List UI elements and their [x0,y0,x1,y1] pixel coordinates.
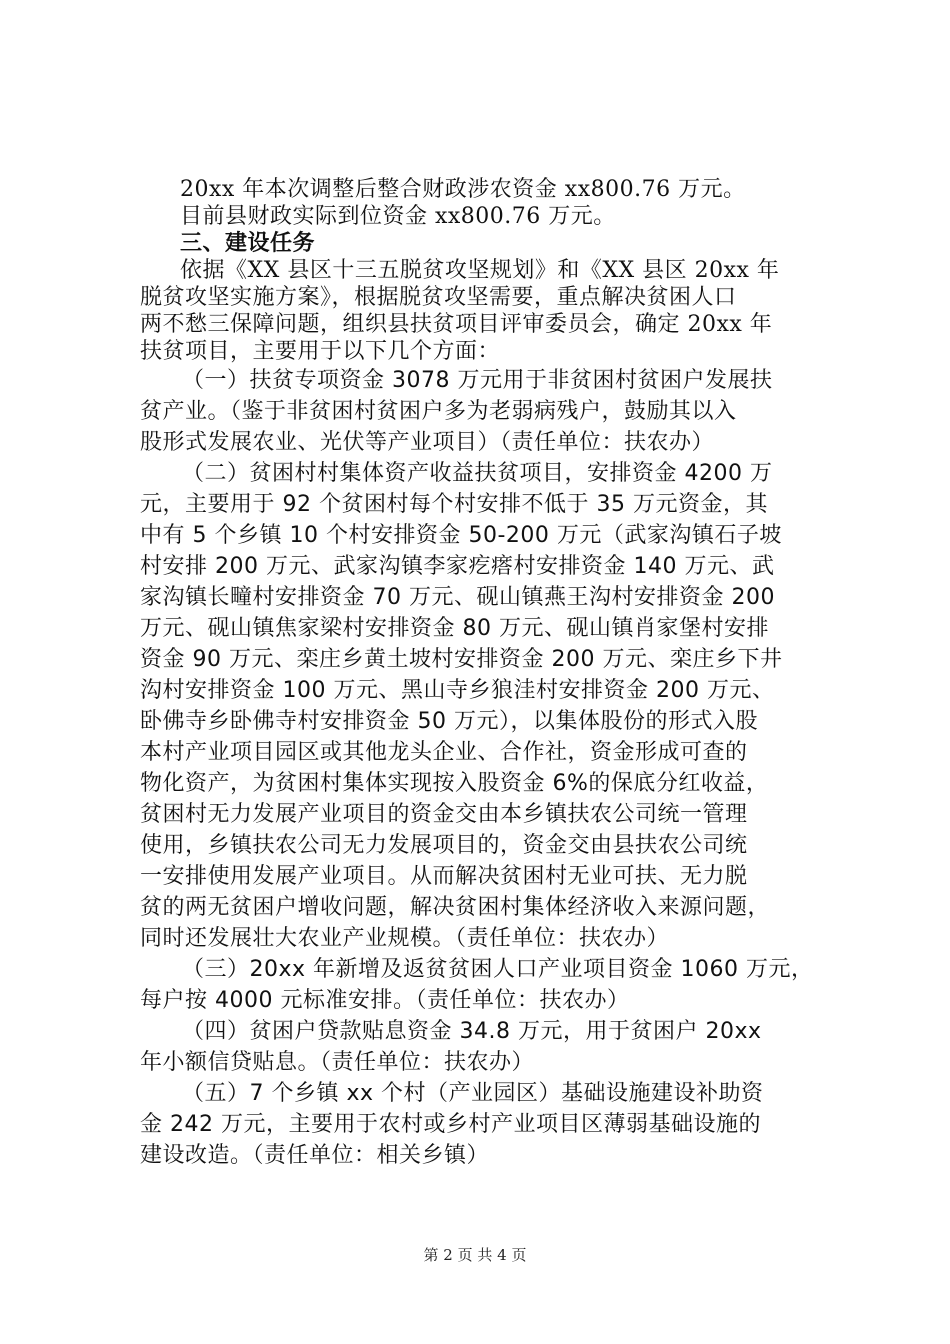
item-two-line: 沟村安排资金 100 万元、黑山寺乡狼洼村安排资金 200 万元、 [140,678,775,703]
item-four-line: 年小额信贷贴息。（责任单位：扶农办） [140,1050,535,1075]
item-two-line: 家沟镇长疃村安排资金 70 万元、砚山镇燕王沟村安排资金 200 [140,585,775,610]
body-line: 脱贫攻坚实施方案》，根据脱贫攻坚需要，重点解决贫困人口 [140,285,737,310]
funds-adjusted-line: 20xx 年本次调整后整合财政涉农资金 xx800.76 万元。 [180,177,746,202]
section-heading-construction-tasks: 三、建设任务 [180,230,316,256]
item-two-line: 贫困村无力发展产业项目的资金交由本乡镇扶农公司统一管理 [140,802,748,827]
document-body [140,176,840,1171]
item-three-line: （三）20xx 年新增及返贫贫困人口产业项目资金 1060 万元， [182,957,814,982]
item-two-line: 贫的两无贫困户增收问题，解决贫困村集体经济收入来源问题， [140,895,771,920]
body-line: 依据《XX 县区十三五脱贫攻坚规划》和《XX 县区 20xx 年 [180,258,780,283]
item-two-line: 一安排使用发展产业项目。从而解决贫困村无业可扶、无力脱 [140,864,748,889]
page-number-footer: 第 2 页 共 4 页 [423,1246,527,1264]
item-two-line: 物化资产，为贫困村集体实现按入股资金 6%的保底分红收益， [140,771,769,796]
item-one-line: 贫产业。（鉴于非贫困村贫困户多为老弱病残户，鼓励其以入 [140,399,737,424]
item-five-line: 建设改造。（责任单位：相关乡镇） [140,1143,490,1168]
item-two-line: 卧佛寺乡卧佛寺村安排资金 50 万元），以集体股份的形式入股 [140,709,758,734]
item-two-line: 元，主要用于 92 个贫困村每个村安排不低于 35 万元资金，其 [140,492,768,517]
item-one-line: 股形式发展农业、光伏等产业项目）（责任单位：扶农办） [140,430,715,455]
body-line: 扶贫项目，主要用于以下几个方面： [140,339,501,364]
item-one-line: （一）扶贫专项资金 3078 万元用于非贫困村贫困户发展扶 [182,368,773,393]
item-five-line: 金 242 万元，主要用于农村或乡村产业项目区薄弱基础设施的 [140,1112,761,1137]
item-two-line: 村安排 200 万元、武家沟镇李家疙瘩村安排资金 140 万元、武 [140,554,775,579]
funds-received-line: 目前县财政实际到位资金 xx800.76 万元。 [180,204,616,229]
item-two-line: 中有 5 个乡镇 10 个村安排资金 50-200 万元（武家沟镇石子坡 [140,523,782,548]
item-four-line: （四）贫困户贷款贴息资金 34.8 万元，用于贫困户 20xx [182,1019,762,1044]
item-two-line: 同时还发展壮大农业产业规模。（责任单位：扶农办） [140,926,670,951]
item-two-line: 资金 90 万元、栾庄乡黄土坡村安排资金 200 万元、栾庄乡下井 [140,647,783,672]
item-three-line: 每户按 4000 元标准安排。（责任单位：扶农办） [140,988,630,1013]
item-two-line: （二）贫困村村集体资产收益扶贫项目，安排资金 4200 万 [182,461,773,486]
body-line: 两不愁三保障问题，组织县扶贫项目评审委员会，确定 20xx 年 [140,312,773,337]
item-two-line: 本村产业项目园区或其他龙头企业、合作社，资金形成可查的 [140,740,748,765]
item-two-line: 万元、砚山镇焦家梁村安排资金 80 万元、砚山镇肖家堡村安排 [140,616,769,641]
item-five-line: （五）7 个乡镇 xx 个村（产业园区）基础设施建设补助资 [182,1081,764,1106]
item-two-line: 使用，乡镇扶农公司无力发展项目的，资金交由县扶农公司统 [140,833,748,858]
